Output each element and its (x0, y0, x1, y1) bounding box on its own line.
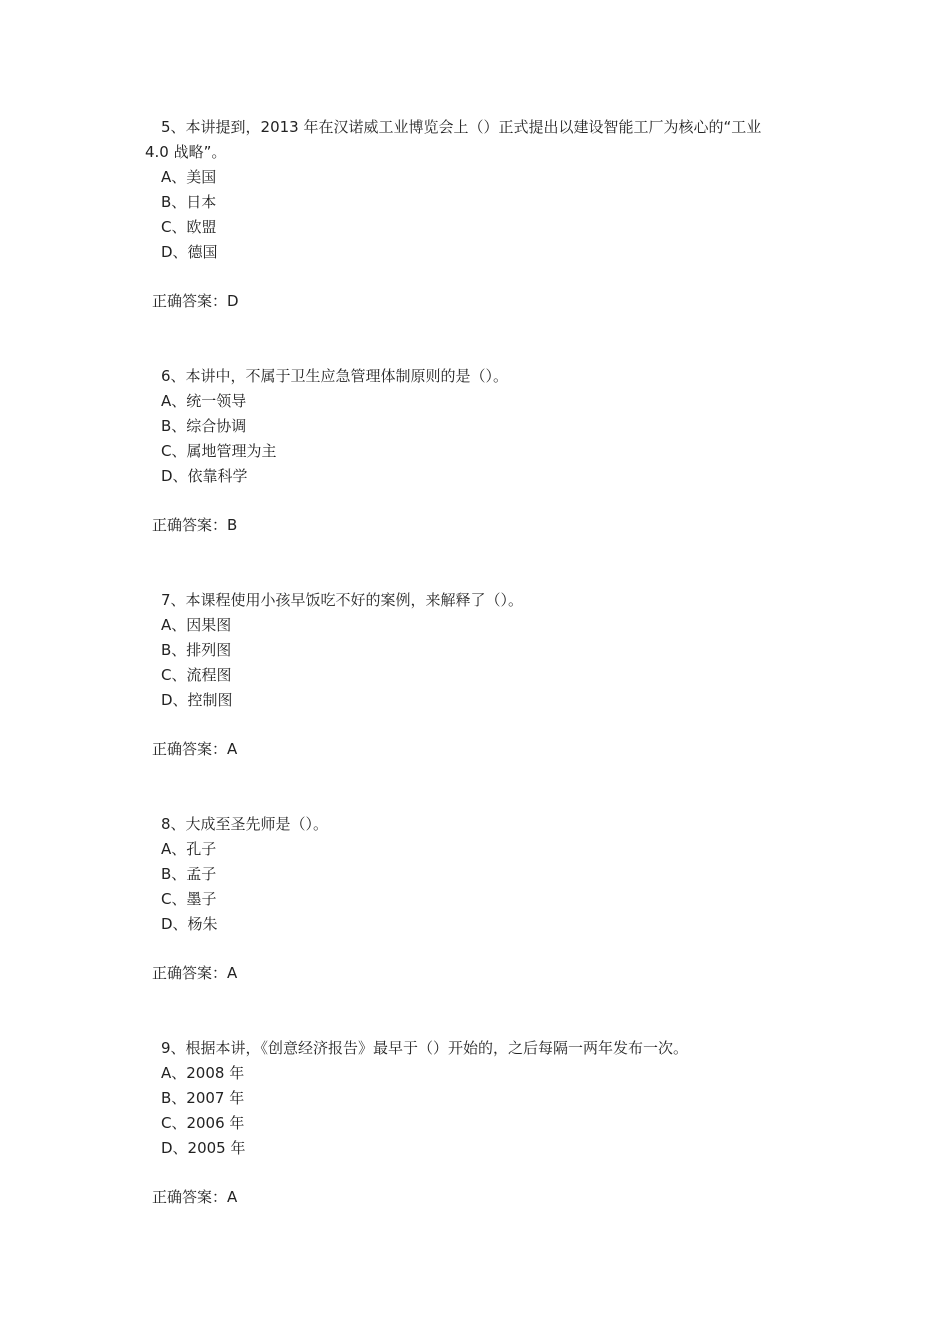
option-d: D、德国 (161, 243, 218, 261)
option-c: C、流程图 (161, 666, 232, 684)
option-c: C、属地管理为主 (161, 442, 277, 460)
question-stem: 8、大成至圣先师是（）。 (161, 815, 329, 833)
option-a: A、2008 年 (161, 1064, 245, 1082)
question-stem: 6、本讲中，不属于卫生应急管理体制原则的是（）。 (161, 367, 509, 385)
option-a: A、孔子 (161, 840, 217, 858)
option-d: D、依靠科学 (161, 467, 248, 485)
option-b: B、排列图 (161, 641, 232, 659)
option-a: A、美国 (161, 168, 217, 186)
option-a: A、因果图 (161, 616, 232, 634)
question-stem: 7、本课程使用小孩早饭吃不好的案例，来解释了（）。 (161, 591, 524, 609)
correct-answer: 正确答案：A (152, 740, 238, 758)
option-a: A、统一领导 (161, 392, 247, 410)
option-d: D、控制图 (161, 691, 233, 709)
option-c: C、墨子 (161, 890, 217, 908)
question-stem: 9、根据本讲，《创意经济报告》最早于（）开始的，之后每隔一两年发布一次。 (161, 1039, 689, 1057)
option-b: B、综合协调 (161, 417, 247, 435)
option-b: B、孟子 (161, 865, 217, 883)
correct-answer: 正确答案：D (152, 292, 239, 310)
question-stem-continued: 4.0 战略”。 (145, 143, 227, 161)
correct-answer: 正确答案：A (152, 964, 238, 982)
question-stem: 5、本讲提到，2013 年在汉诺威工业博览会上（）正式提出以建设智能工厂为核心的“工业 (161, 118, 762, 136)
option-c: C、欧盟 (161, 218, 217, 236)
correct-answer: 正确答案：A (152, 1188, 238, 1206)
correct-answer: 正确答案：B (152, 516, 238, 534)
option-b: B、2007 年 (161, 1089, 245, 1107)
option-c: C、2006 年 (161, 1114, 245, 1132)
option-d: D、2005 年 (161, 1139, 246, 1157)
option-d: D、杨朱 (161, 915, 218, 933)
option-b: B、日本 (161, 193, 217, 211)
